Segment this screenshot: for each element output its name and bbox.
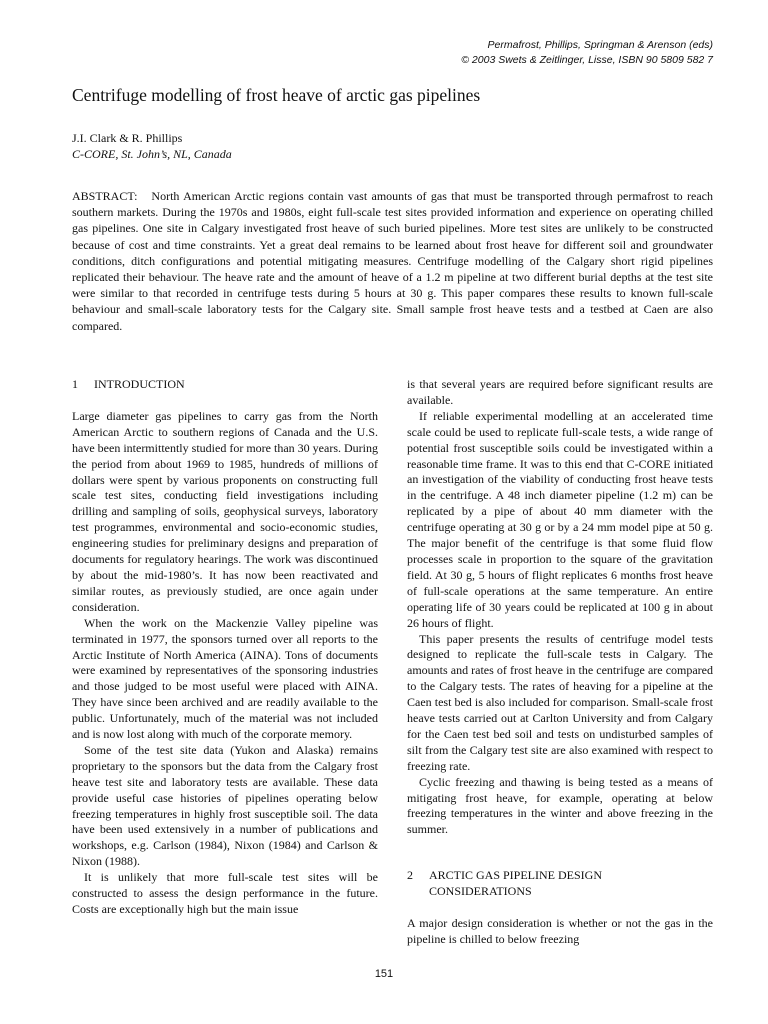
section-2-number: 2 [407,868,413,883]
section-2-title-line2: CONSIDERATIONS [429,884,532,899]
header-copyright: © 2003 Swets & Zeitlinger, Lisse, ISBN 90 5809 582 7 [461,54,713,66]
abstract-text: North American Arctic regions contain vast amounts of gas that must be transported through permafrost to reach southern markets. During the 1970s and 1980s, eight full-scale test sites provided information and experience on operating chilled gas pipelines. One site in Calgary investigated frost heave of such buried pipelines. More test sites are unlikely to be constructed because of cost and time constraints. Yet a great deal remains to be learned about frost heave for different soil and groundwater conditions, ditch configurations and potential mitigating measures. Centrifuge modelling of the Calgary short rigid pipelines replicated their behaviour. The heave rate and the amount of heave of a 1.2 m pipeline at two different burial depths at the test site were similar to that recorded in centrifuge tests during 5 hours at 30 g. This paper compares these results to known full-scale behaviour and small-scale laboratory tests for the Calgary site. Small sample frost heave tests and a testbed at Caen are also compared. [72,189,713,333]
paragraph: When the work on the Mackenzie Valley pipeline was terminated in 1977, the sponsors turned over all reports to the Arctic Institute of North America (AINA). Tons of documents were examined by representatives of the sponsoring industries and those judged to be most useful were placed with AINA. They have since been archived and are readily available to the public. Unfortunately, much of the material was not included and is now lost along with much of the corporate memory. [72,615,378,742]
paragraph: Large diameter gas pipelines to carry gas from the North American Arctic to southern regions of Canada and the U.S. have been intermittently studied for more than 30 years. During the period from about 1969 to 1985, hundreds of millions of dollars were spent by various proponents on constructing full scale test sites, conducting field investigations including drilling and sampling of soils, geophysical surveys, laboratory test programmes, environmental and socio-economic studies, engineering studies for preliminary designs and preparation of documents for regulatory hearings. The work was discontinued by about the mid-1980’s. It has now been reactivated and similar routes, as previously studied, are once again under consideration. [72,408,378,614]
abstract [72,188,713,334]
right-column [407,377,713,948]
paper-title: Centrifuge modelling of frost heave of arctic gas pipelines [72,85,481,105]
left-column [72,377,378,918]
section-1-heading [72,377,378,393]
authors: J.I. Clark & R. Phillips [72,131,183,145]
paragraph: Cyclic freezing and thawing is being tested as a means of mitigating frost heave, for example, operating at below freezing temperatures in the winter and above freezing in the summer. [407,774,713,837]
section-1-number: 1 [72,377,78,391]
paragraph: It is unlikely that more full-scale test sites will be constructed to assess the design performance in the future. Costs are exceptionally high but the main issue [72,870,378,916]
paragraph: A major design consideration is whether or not the gas in the pipeline is chilled to below freezing [407,916,713,946]
paragraph: is that several years are required before significant results are available. [407,377,713,407]
abstract-label: ABSTRACT: [72,189,138,203]
paragraph: This paper presents the results of centrifuge model tests designed to replicate the full-scale tests in Calgary. The amounts and rates of frost heave in the centrifuge are compared to the Calgary tests. The rates of heaving for a pipeline at the Caen test bed is also included for comparison. Small-scale frost heave tests carried out at Carlton University and from Calgary for the Caen test bed soil and tests on undisturbed samples of silt from the Calgary test site are also examined with respect to freezing rate. [407,631,713,773]
section-2-heading [407,868,713,900]
header-editors: Permafrost, Phillips, Springman & Arenson (eds) [487,39,713,51]
section-1-title: INTRODUCTION [94,377,185,391]
paragraph: If reliable experimental modelling at an accelerated time scale could be used to replicate full-scale tests, a wide range of potential frost susceptible soils could be investigated within a reasonable time frame. It was to this end that C-CORE initiated an investigation of the viability of conducting frost heave tests in the centrifuge. A 48 inch diameter pipeline (1.2 m) can be replicated by a pipe of about 40 mm diameter with the centrifuge operating at 30 g or by a 24 mm model pipe at 50 g. The major benefit of the centrifuge is that some fluid flow processes scale in proportion to the square of the gravitation field. At 30 g, 5 hours of flight replicates 6 months frost heave of full-scale operations at the same temperature. An entire operating life of 30 years could be replicated at 100 g in about 26 hours of flight. [407,408,713,630]
affiliation: C-CORE, St. John’s, NL, Canada [72,147,232,161]
running-header [461,38,713,68]
paragraph: Some of the test site data (Yukon and Alaska) remains proprietary to the sponsors but the data from the Calgary frost heave test site and laboratory tests are available. These data provide useful case histories of pipelines operating below freezing temperatures in highly frost susceptible soil. The data have been used extensively in a number of publications and workshops, e.g. Carlson (1984), Nixon (1984) and Carlson & Nixon (1988). [72,742,378,869]
section-2-title-line1: ARCTIC GAS PIPELINE DESIGN [429,868,603,883]
page-number: 151 [374,968,394,980]
